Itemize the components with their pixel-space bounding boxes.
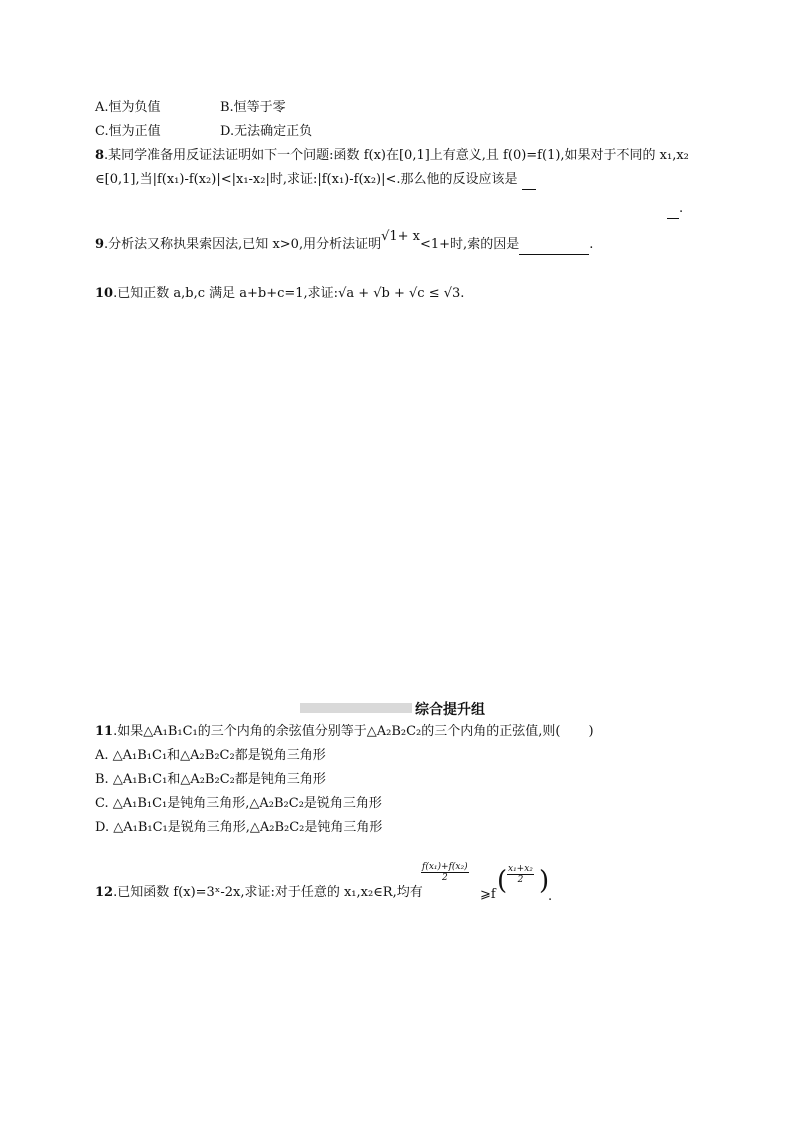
section-title: 综合提升组	[415, 702, 485, 718]
fraction-left	[421, 862, 469, 883]
section-divider-bar	[300, 703, 412, 713]
answer-blank[interactable]	[522, 171, 536, 190]
question-text: .已知正数 a,b,c 满足 a+b+c=1,求证:	[113, 286, 339, 301]
sqrt-expression: √1+ x	[381, 229, 420, 244]
option-a: A. △A₁B₁C₁和△A₂B₂C₂都是锐角三角形	[95, 748, 326, 763]
question-9	[95, 229, 594, 255]
sentence-end: .	[460, 286, 465, 301]
question-10	[95, 285, 464, 303]
option-c: C. △A₁B₁C₁是钝角三角形,△A₂B₂C₂是锐角三角形	[95, 796, 382, 811]
question-number: 8	[95, 148, 105, 163]
fraction-numerator: x₁+x₂	[508, 864, 533, 874]
question-text: .某同学准备用反证法证明如下一个问题:函数 f(x)在[0,1]上有意义,且 f(0)=f(1),如果对于不同的 x₁,x₂	[104, 148, 689, 163]
question-11	[95, 723, 594, 741]
left-paren: (	[497, 866, 508, 896]
fraction-right	[507, 864, 534, 885]
question-number: 9	[95, 237, 105, 252]
option-b: B.恒等于零	[220, 100, 286, 115]
option-a: A.恒为负值	[95, 100, 161, 115]
fraction-numerator: f(x₁)+f(x₂)	[422, 862, 468, 872]
question-text: <1+时,索的因是	[420, 237, 520, 252]
fraction-denominator: 2	[517, 875, 524, 885]
close-paren: )	[588, 724, 594, 739]
sentence-end: .	[679, 201, 684, 216]
question-8-line3	[667, 200, 683, 219]
inequality-formula: √a + √b + √c ≤ √3	[338, 286, 461, 301]
option-c: C.恒为正值	[95, 124, 161, 139]
question-8-line2	[95, 171, 536, 190]
option-b: B. △A₁B₁C₁和△A₂B₂C₂都是钝角三角形	[95, 772, 326, 787]
question-text: .已知函数 f(x)=3ˣ-2x,求证:对于任意的 x₁,x₂∈R,均有	[113, 885, 423, 900]
fraction-denominator: 2	[441, 873, 448, 883]
option-d: D.无法确定正负	[220, 124, 313, 139]
question-12	[95, 884, 423, 902]
answer-blank[interactable]	[667, 200, 679, 219]
question-number: 12	[95, 885, 114, 900]
question-number: 10	[95, 286, 114, 301]
sentence-end: .	[548, 889, 553, 904]
answer-blank[interactable]	[519, 236, 589, 255]
relation-symbol: ⩾f	[480, 887, 496, 902]
question-text: .分析法又称执果索因法,已知 x>0,用分析法证明	[104, 237, 382, 252]
right-paren: )	[539, 866, 550, 896]
option-d: D. △A₁B₁C₁是锐角三角形,△A₂B₂C₂是钝角三角形	[95, 820, 383, 835]
question-number: 11	[95, 724, 114, 739]
question-text: .如果△A₁B₁C₁的三个内角的余弦值分别等于△A₂B₂C₂的三个内角的正弦值,则(	[113, 724, 561, 739]
question-8-line1	[95, 147, 689, 165]
question-text: ∈[0,1],当|f(x₁)-f(x₂)|<|x₁-x₂|时,求证:|f(x₁)-f(x₂)|<.那么他的反设应该是	[95, 172, 518, 187]
sentence-end: .	[589, 237, 594, 252]
